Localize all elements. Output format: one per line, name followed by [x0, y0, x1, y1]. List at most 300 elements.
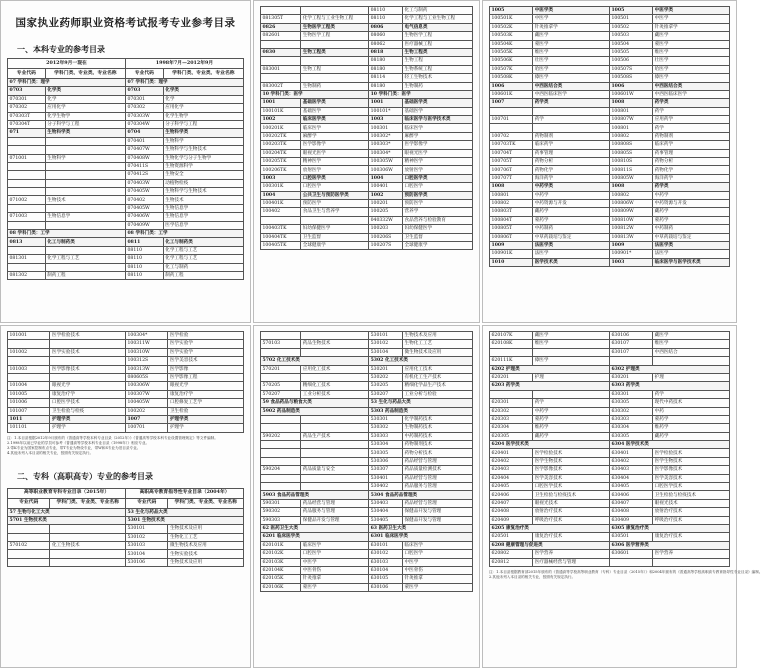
- category-cell: 6305 康复治疗类: [609, 524, 729, 532]
- code-cell: 081302: [8, 271, 46, 279]
- code-cell: 630301: [609, 390, 652, 398]
- category-row: [261, 357, 473, 365]
- code-cell: 1009: [609, 241, 652, 249]
- name-cell: 傣医学: [653, 74, 730, 82]
- name-cell: 药品经营与管理: [301, 499, 369, 507]
- code-cell: 070401: [125, 137, 163, 145]
- name-cell: 营养学: [403, 208, 473, 216]
- table-header-row: [8, 498, 244, 508]
- table-row: [490, 57, 730, 65]
- code-cell: 100901*: [609, 250, 652, 258]
- name-cell: 药学: [653, 107, 730, 115]
- code-cell: 620111K: [490, 357, 533, 365]
- code-cell: 1008: [609, 99, 652, 107]
- section-2-title: 二、专科（高职高专）专业的参考目录: [17, 470, 153, 481]
- name-cell: 基础医学: [301, 107, 369, 115]
- code-cell: 070407W: [125, 146, 163, 154]
- code-cell: 100812W: [609, 225, 652, 233]
- code-cell: 100801: [609, 107, 652, 115]
- code-cell: 100704T: [490, 149, 533, 157]
- table-row: [490, 48, 730, 56]
- name-cell: 针灸推拿: [301, 575, 369, 583]
- name-cell: 藏医学: [533, 332, 610, 340]
- category-cell: 5304 食品药品管理类: [369, 491, 473, 499]
- category-row: [8, 230, 244, 238]
- table-row: [490, 15, 730, 23]
- table-row: [490, 174, 730, 182]
- code-cell: 530101: [125, 525, 167, 533]
- code-cell: 530205: [369, 382, 403, 390]
- code-cell: 101002: [8, 348, 50, 356]
- code-cell: 070301: [125, 95, 163, 103]
- code-cell: 1003: [261, 174, 301, 182]
- code-cell: 100312S: [125, 357, 167, 365]
- name-cell: 药物制剂: [653, 132, 730, 140]
- name-cell: 中西医结合类: [533, 82, 610, 90]
- code-cell: 100401: [369, 183, 403, 191]
- code-cell: 08110: [125, 255, 163, 263]
- name-cell: 中药学: [533, 407, 610, 415]
- category-cell: 57 生物与化工大类: [8, 508, 126, 516]
- name-cell: 药事管理: [653, 149, 730, 157]
- name-cell: 中医学类: [653, 7, 730, 15]
- code-cell: 530306: [369, 457, 403, 465]
- category-row: [8, 415, 244, 423]
- code-cell: 100306W: [369, 166, 403, 174]
- code-cell: 530304: [369, 441, 403, 449]
- name-cell: 药物制剂技术: [403, 441, 473, 449]
- code-cell: 100311W: [125, 340, 167, 348]
- table-row: [490, 132, 730, 140]
- code-cell: 620401: [490, 449, 533, 457]
- category-cell: 6204 医学技术类: [490, 441, 610, 449]
- name-cell: 口腔医学类: [403, 174, 473, 182]
- name-cell: 生物信息学: [45, 213, 125, 221]
- code-cell: 1011: [8, 415, 50, 423]
- code-cell: 570201: [261, 365, 301, 373]
- code-cell: [490, 348, 533, 356]
- code-cell: [8, 146, 46, 154]
- header-catalog-2004: 高职高专教育指导性专业目录（2004年）: [125, 488, 243, 498]
- footnote-line: 注：1.本目录根据教育部2015年颁布的《普通高等学校高等职业教育（专科）专业目录（2015年）》和2004年颁布的《普通高等学校高职高专教育指导性专业目录》编制。: [489, 569, 762, 574]
- vocational-table-part-2: [260, 331, 473, 592]
- name-cell: 口腔医学技术: [653, 483, 730, 491]
- code-cell: 08060: [369, 32, 403, 40]
- name-cell: 维医学: [653, 340, 730, 348]
- code-cell: 630304: [609, 424, 652, 432]
- header-period-old: 1998年7月—2012年9月: [125, 59, 243, 69]
- code-cell: 100810S: [609, 158, 652, 166]
- code-cell: 620405: [490, 483, 533, 491]
- code-cell: 100804T: [490, 216, 533, 224]
- code-cell: 083001: [261, 65, 301, 73]
- name-cell: 护理学类: [168, 415, 244, 423]
- code-cell: 630401: [609, 449, 652, 457]
- name-cell: 现代中药技术: [653, 399, 730, 407]
- name-cell: 维医学: [533, 340, 610, 348]
- table-row: [261, 340, 473, 348]
- table-row: [261, 107, 473, 115]
- table-row: [261, 166, 473, 174]
- code-cell: 100403TK: [261, 225, 301, 233]
- name-cell: 中医学类: [533, 7, 610, 15]
- name-cell: 针灸推拿学: [533, 23, 610, 31]
- name-cell: 护理: [533, 373, 610, 381]
- name-cell: 工业分析与检验: [403, 390, 473, 398]
- code-cell: [8, 357, 50, 365]
- code-cell: 070302: [125, 104, 163, 112]
- name-cell: 医学检验: [168, 332, 244, 340]
- category-row: [261, 533, 473, 541]
- code-cell: 100401K: [261, 199, 301, 207]
- name-cell: 药物化学: [533, 166, 610, 174]
- table-row: [490, 250, 730, 258]
- table-row: [8, 263, 244, 271]
- code-cell: 0830: [261, 48, 301, 56]
- table-row: [490, 199, 730, 207]
- code-cell: 080605S: [125, 373, 167, 381]
- footnotes: [7, 436, 244, 457]
- name-cell: 蒙药学: [533, 415, 610, 423]
- table-body: [8, 79, 244, 280]
- code-cell: 530102: [369, 340, 403, 348]
- name-cell: [50, 373, 126, 381]
- name-cell: 蒙医学: [403, 583, 473, 591]
- code-cell: 530207: [369, 390, 403, 398]
- category-cell: 07 学科门类：理学: [8, 79, 126, 87]
- category-row: [261, 116, 473, 124]
- table-row: [261, 149, 473, 157]
- code-cell: 100504K: [490, 40, 533, 48]
- name-cell: 口腔医学: [301, 183, 369, 191]
- name-cell: 医学影像: [168, 365, 244, 373]
- name-cell: 临床医学与医学技术类: [653, 258, 730, 266]
- name-cell: 药物分析技术: [403, 449, 473, 457]
- table-row: [261, 483, 473, 491]
- name-cell: 口腔修复工艺学: [168, 399, 244, 407]
- code-cell: 530307: [369, 466, 403, 474]
- code-cell: 530305: [369, 449, 403, 457]
- name-cell: 生物制药技术: [403, 424, 473, 432]
- code-cell: 08110: [125, 246, 163, 254]
- name-cell: 药品经营与管理: [403, 474, 473, 482]
- category-cell: 10 学科门类：医学: [369, 90, 473, 98]
- code-cell: 530403: [369, 499, 403, 507]
- name-cell: 制药工程: [45, 271, 125, 279]
- name-cell: [653, 357, 730, 365]
- code-cell: [261, 424, 301, 432]
- header-code: 专业代码: [125, 69, 163, 79]
- name-cell: 医学影像学: [301, 141, 369, 149]
- name-cell: 生物技术: [45, 196, 125, 204]
- name-cell: 临床医学: [301, 541, 369, 549]
- code-cell: 070408W: [125, 154, 163, 162]
- table-row: [261, 348, 473, 356]
- code-cell: 100301K: [261, 183, 301, 191]
- name-cell: 藏药学: [653, 432, 730, 440]
- name-cell: 中药学类: [533, 183, 610, 191]
- code-cell: 530402: [369, 483, 403, 491]
- name-cell: 保健品开发与管理: [403, 508, 473, 516]
- name-cell: 傣医学: [533, 74, 610, 82]
- code-cell: 070304W: [125, 120, 163, 128]
- code-cell: 530102: [125, 533, 167, 541]
- table-row: [261, 449, 473, 457]
- code-cell: [261, 449, 301, 457]
- code-cell: 630201: [609, 373, 652, 381]
- code-cell: 620304: [490, 424, 533, 432]
- code-cell: 630102: [369, 550, 403, 558]
- name-cell: 法医学: [653, 250, 730, 258]
- code-cell: 100805W: [609, 174, 652, 182]
- header-name: 学科门类、专业类、专业名称: [168, 498, 244, 508]
- name-cell: 药物制剂: [533, 132, 610, 140]
- table-row: [261, 57, 473, 65]
- code-cell: 100302*: [369, 132, 403, 140]
- table-row: [261, 508, 473, 516]
- code-cell: 100508K: [490, 74, 533, 82]
- category-cell: 62 医药卫生大类: [261, 524, 369, 532]
- table-body: [261, 332, 473, 592]
- category-cell: 6205 康复治疗类: [490, 524, 610, 532]
- table-row: [8, 332, 244, 340]
- table-row: [261, 541, 473, 549]
- code-cell: 070411S: [125, 162, 163, 170]
- code-cell: 100313W: [125, 365, 167, 373]
- code-cell: [261, 57, 301, 65]
- category-cell: 5903 食品药品管理类: [261, 491, 369, 499]
- table-row: [8, 104, 244, 112]
- name-cell: 医学美容技术: [168, 357, 244, 365]
- code-cell: 0811: [125, 238, 163, 246]
- name-cell: 麻醉学: [403, 132, 473, 140]
- table-row: [261, 132, 473, 140]
- table-row: [8, 542, 244, 550]
- name-cell: 微生物技术及应用: [168, 542, 244, 550]
- table-row: [490, 32, 730, 40]
- code-cell: 100601K: [490, 90, 533, 98]
- category-cell: 5701 生物技术类: [8, 516, 126, 524]
- category-row: [490, 441, 730, 449]
- code-cell: 1007: [125, 415, 167, 423]
- code-cell: 08110: [369, 7, 403, 15]
- name-cell: [301, 474, 369, 482]
- table-row: [8, 365, 244, 373]
- code-cell: 100811S: [609, 166, 652, 174]
- name-cell: 生物工程类: [301, 48, 369, 56]
- category-row: [490, 382, 730, 390]
- code-cell: 070409W: [125, 221, 163, 229]
- name-cell: 生物技术及应用: [403, 332, 473, 340]
- code-cell: 630106: [369, 583, 403, 591]
- code-cell: 1008: [490, 183, 533, 191]
- code-cell: 630105: [369, 575, 403, 583]
- code-cell: 100809W: [609, 208, 652, 216]
- code-cell: 620103K: [261, 558, 301, 566]
- code-cell: 590302: [261, 508, 301, 516]
- code-cell: 100705T: [490, 158, 533, 166]
- code-cell: 530106: [125, 558, 167, 566]
- category-cell: 63 医药卫生大类: [369, 524, 473, 532]
- table-row: [261, 382, 473, 390]
- code-cell: 620303: [490, 415, 533, 423]
- page-2: [253, 0, 480, 323]
- code-cell: 1002: [261, 116, 301, 124]
- name-cell: 化学类: [163, 87, 243, 95]
- table-row: [8, 373, 244, 381]
- code-cell: 620107K: [490, 332, 533, 340]
- name-cell: [50, 533, 126, 541]
- code-cell: 630305: [609, 432, 652, 440]
- table-row: [261, 332, 473, 340]
- name-cell: 化工与制药类: [45, 238, 125, 246]
- table-row: [261, 7, 473, 15]
- code-cell: 630601: [609, 550, 652, 558]
- code-cell: 1004: [261, 191, 301, 199]
- name-cell: [301, 441, 369, 449]
- table-header-row: [8, 69, 244, 79]
- code-cell: 100402: [261, 208, 301, 216]
- table-row: [490, 348, 730, 356]
- name-cell: 生物化工工艺: [168, 533, 244, 541]
- code-cell: 620404: [490, 474, 533, 482]
- code-cell: 070402: [125, 196, 163, 204]
- code-cell: 620108K: [490, 340, 533, 348]
- code-cell: 071001: [8, 154, 46, 162]
- name-cell: 生物制药: [301, 82, 369, 90]
- code-cell: 101005: [8, 390, 50, 398]
- code-cell: 070303W: [125, 112, 163, 120]
- name-cell: [301, 57, 369, 65]
- name-cell: 化学: [163, 95, 243, 103]
- table-row: [261, 183, 473, 191]
- table-row: [8, 357, 244, 365]
- name-cell: 卫生检验与检疫技术: [533, 491, 610, 499]
- category-row: [261, 399, 473, 407]
- code-cell: 530302: [369, 424, 403, 432]
- table-row: [261, 82, 473, 90]
- name-cell: 医学实验学: [168, 340, 244, 348]
- name-cell: 中草药栽培与鉴定: [533, 233, 610, 241]
- table-body: [8, 508, 244, 567]
- name-cell: 法医学: [533, 250, 610, 258]
- code-cell: 100301: [369, 124, 403, 132]
- name-cell: 药学: [533, 116, 610, 124]
- name-cell: 医学营养: [653, 550, 730, 558]
- name-cell: 法医学类: [653, 241, 730, 249]
- code-cell: 071003: [8, 213, 46, 221]
- category-row: [490, 183, 730, 191]
- name-cell: [45, 146, 125, 154]
- code-cell: 1004: [369, 174, 403, 182]
- code-cell: [261, 74, 301, 82]
- name-cell: 呼吸治疗技术: [653, 516, 730, 524]
- code-cell: 620812: [490, 558, 533, 566]
- name-cell: 中医骨伤: [403, 566, 473, 574]
- code-cell: 630305: [609, 399, 652, 407]
- table-row: [261, 441, 473, 449]
- table-row: [490, 74, 730, 82]
- name-cell: 基础医学: [403, 107, 473, 115]
- table-header-row: [8, 488, 244, 498]
- code-cell: 100506: [609, 57, 652, 65]
- table-row: [8, 154, 244, 162]
- code-cell: 530103: [125, 542, 167, 550]
- category-row: [261, 524, 473, 532]
- name-cell: [653, 558, 730, 566]
- name-cell: [45, 246, 125, 254]
- name-cell: 药物分析: [533, 158, 610, 166]
- code-cell: 100204TK: [261, 149, 301, 157]
- table-row: [261, 15, 473, 23]
- code-cell: 100201: [369, 199, 403, 207]
- code-cell: 100701: [125, 424, 167, 432]
- code-cell: 100505K: [490, 48, 533, 56]
- name-cell: 预防医学: [403, 199, 473, 207]
- code-cell: 1003: [369, 116, 403, 124]
- name-cell: 蒙医学: [653, 40, 730, 48]
- name-cell: 藏药学: [653, 208, 730, 216]
- name-cell: 麻醉学: [301, 132, 369, 140]
- category-cell: 07 学科门类：理学: [125, 79, 243, 87]
- header-code: 专业代码: [125, 498, 167, 508]
- name-cell: 药学类: [653, 99, 730, 107]
- name-cell: 眼视光学: [168, 382, 244, 390]
- category-row: [490, 82, 730, 90]
- name-cell: 中医学: [653, 15, 730, 23]
- name-cell: [533, 348, 610, 356]
- code-cell: [261, 348, 301, 356]
- table-row: [8, 382, 244, 390]
- code-cell: [609, 558, 652, 566]
- code-cell: 630409: [609, 516, 652, 524]
- code-cell: 071: [8, 129, 46, 137]
- footnote-line: 3.带K专业为国家控制布点专业，带T专业为特设专业，带W和S专业为旧目录专业。: [7, 446, 141, 451]
- name-cell: 精神医学: [403, 158, 473, 166]
- code-cell: 620104K: [261, 566, 301, 574]
- table-body: [490, 7, 730, 267]
- category-cell: 6203 药学类: [490, 382, 610, 390]
- code-cell: 100304*: [125, 332, 167, 340]
- name-cell: 海洋药学: [533, 174, 610, 182]
- code-cell: 100505: [609, 48, 652, 56]
- name-cell: [45, 162, 125, 170]
- table-row: [8, 399, 244, 407]
- table-row: [490, 116, 730, 124]
- code-cell: 100310W: [125, 348, 167, 356]
- code-cell: 100502: [609, 23, 652, 31]
- code-cell: 620301: [490, 399, 533, 407]
- name-cell: 生物实验技术: [168, 550, 244, 558]
- category-cell: 53 生化与药品大类: [125, 508, 243, 516]
- table-row: [8, 246, 244, 254]
- name-cell: 卫生检验: [168, 407, 244, 415]
- code-cell: 620409: [490, 516, 533, 524]
- table-row: [261, 241, 473, 249]
- name-cell: [301, 74, 369, 82]
- table-row: [8, 390, 244, 398]
- table-row: [261, 233, 473, 241]
- code-cell: 100506K: [490, 57, 533, 65]
- name-cell: [301, 373, 369, 381]
- name-cell: 生物系统工程: [403, 65, 473, 73]
- code-cell: 630405: [609, 483, 652, 491]
- table-row: [490, 415, 730, 423]
- name-cell: 中医学: [301, 558, 369, 566]
- code-cell: 620802: [490, 550, 533, 558]
- name-cell: 应用化学: [163, 104, 243, 112]
- header-code: 专业代码: [8, 498, 50, 508]
